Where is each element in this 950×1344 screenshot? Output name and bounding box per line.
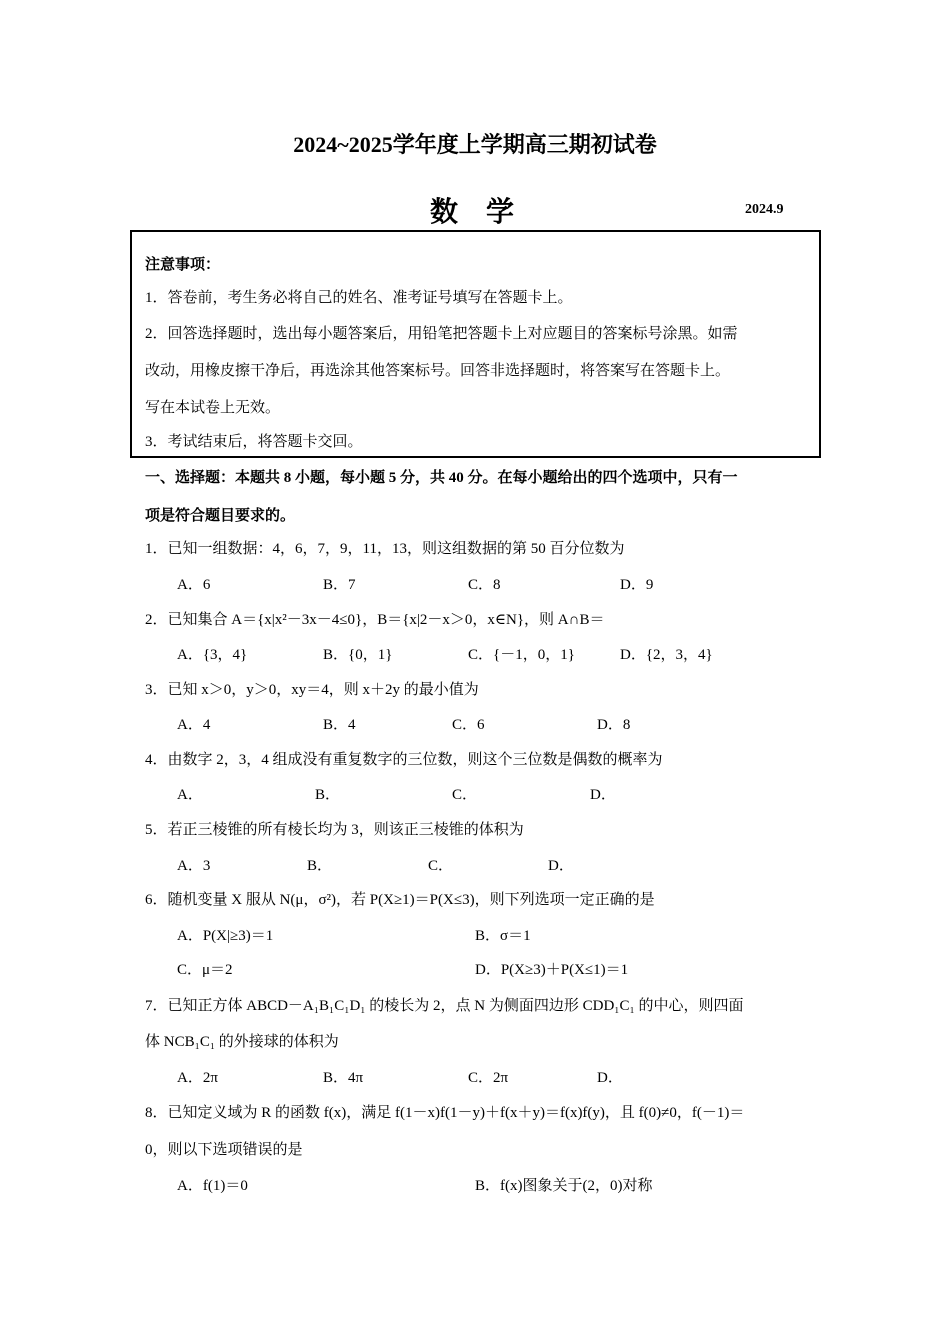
answer-option: D． — [548, 858, 574, 874]
question-stem: 2．已知集合 A＝{x|x²－3x－4≤0}，B＝{x|2－x＞0，x∈N}，则 A∩B＝ — [145, 612, 605, 628]
answer-option: D．P(X≥3)＋P(X≤1)＝1 — [475, 962, 629, 978]
answer-option: D． — [590, 787, 616, 803]
subject-title: 数学 — [430, 197, 543, 228]
answer-option: C．6 — [452, 717, 485, 733]
answer-option: A．f(1)＝0 — [177, 1178, 248, 1194]
notice-heading: 注意事项： — [145, 257, 221, 273]
question-stem: 体 NCB₁C₁ 的外接球的体积为 — [145, 1034, 339, 1050]
answer-option: B．f(x)图象关于(2，0)对称 — [475, 1178, 653, 1194]
answer-option: C．{－1，0，1} — [468, 647, 575, 663]
answer-option: A．4 — [177, 717, 211, 733]
answer-option: A．2π — [177, 1070, 218, 1086]
answer-option: A．{3，4} — [177, 647, 248, 663]
notice-box — [130, 230, 821, 458]
question-stem: 3．已知 x＞0，y＞0，xy＝4，则 x＋2y 的最小值为 — [145, 682, 479, 698]
answer-option: C．8 — [468, 577, 501, 593]
answer-option: D． — [597, 1070, 623, 1086]
exam-title: 2024~2025学年度上学期高三期初试卷 — [293, 132, 657, 157]
notice-line: 2．回答选择题时，选出每小题答案后，用铅笔把答题卡上对应题目的答案标号涂黑。如需 — [145, 326, 738, 342]
question-stem: 1．已知一组数据：4，6，7，9，11，13，则这组数据的第 50 百分位数为 — [145, 541, 625, 557]
notice-line: 写在本试卷上无效。 — [145, 400, 281, 416]
answer-option: B．4 — [323, 717, 356, 733]
notice-line: 3．考试结束后，将答题卡交回。 — [145, 434, 363, 450]
answer-option: B．σ＝1 — [475, 928, 531, 944]
answer-option: C．μ＝2 — [177, 962, 233, 978]
answer-option: A．3 — [177, 858, 211, 874]
question-stem: 7．已知正方体 ABCD－A₁B₁C₁D₁ 的棱长为 2，点 N 为侧面四边形 CDD₁C₁ 的中心，则四面 — [145, 998, 744, 1014]
question-stem: 6．随机变量 X 服从 N(μ，σ²)，若 P(X≥1)＝P(X≤3)，则下列选项一定正确的是 — [145, 892, 655, 908]
answer-option: D．8 — [597, 717, 631, 733]
answer-option: C． — [452, 787, 478, 803]
answer-option: A． — [177, 787, 203, 803]
question-stem: 5．若正三棱锥的所有棱长均为 3，则该正三棱锥的体积为 — [145, 822, 524, 838]
answer-option: D．{2，3，4} — [620, 647, 713, 663]
answer-option: C．2π — [468, 1070, 509, 1086]
answer-option: C． — [428, 858, 454, 874]
exam-date: 2024.9 — [745, 202, 784, 217]
question-stem: 8．已知定义域为 R 的函数 f(x)，满足 f(1－x)f(1－y)＋f(x＋y)＝f(x)f(y)，且 f(0)≠0，f(－1)＝ — [145, 1105, 745, 1121]
answer-option: A．6 — [177, 577, 211, 593]
section-heading: 一、选择题：本题共 8 小题，每小题 5 分，共 40 分。在每小题给出的四个选项中，只有一 — [145, 470, 738, 486]
question-stem: 4．由数字 2，3，4 组成没有重复数字的三位数，则这个三位数是偶数的概率为 — [145, 752, 663, 768]
answer-option: B．4π — [323, 1070, 364, 1086]
section-heading: 项是符合题目要求的。 — [145, 508, 296, 524]
answer-option: A．P(X|≥3)＝1 — [177, 928, 274, 944]
answer-option: B． — [307, 858, 333, 874]
notice-line: 1．答卷前，考生务必将自己的姓名、准考证号填写在答题卡上。 — [145, 290, 573, 306]
answer-option: B． — [315, 787, 341, 803]
answer-option: B．7 — [323, 577, 356, 593]
answer-option: D．9 — [620, 577, 654, 593]
answer-option: B．{0，1} — [323, 647, 393, 663]
notice-line: 改动，用橡皮擦干净后，再选涂其他答案标号。回答非选择题时，将答案写在答题卡上。 — [145, 363, 731, 379]
question-stem: 0，则以下选项错误的是 — [145, 1142, 303, 1158]
